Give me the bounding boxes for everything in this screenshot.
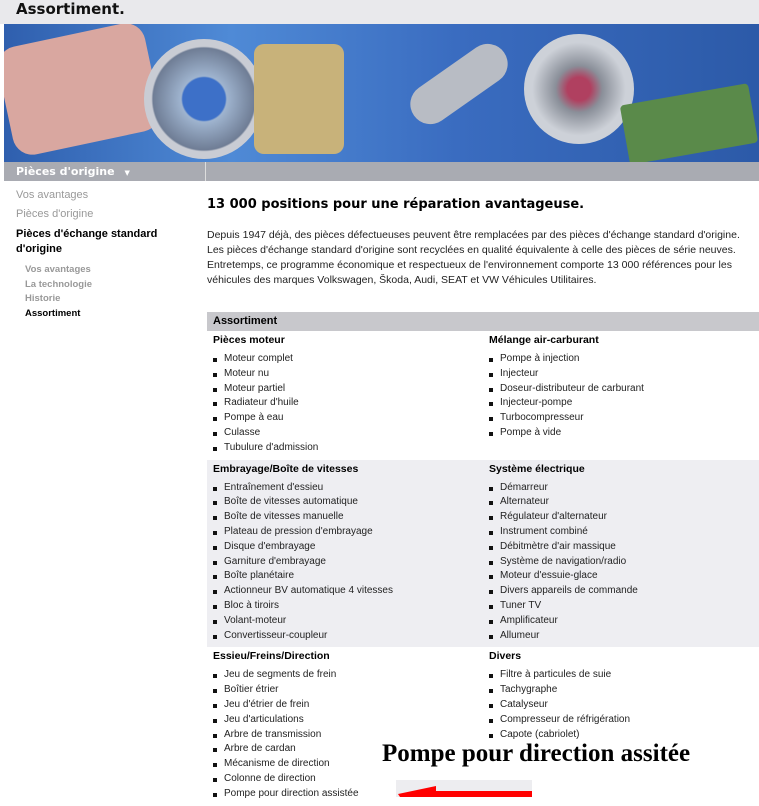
list-item: Culasse [213,426,483,441]
category-title: Pièces moteur [213,334,285,346]
list-item: Jeu d'étrier de frein [213,698,483,713]
list-item: Tubulure d'admission [213,441,483,456]
arrow-icon [396,780,532,797]
list-item: Jeu de segments de frein [213,668,483,683]
page-header [0,0,759,24]
list-item: Moteur complet [213,352,483,367]
subitem-historie[interactable]: Historie [25,293,61,304]
category-row [207,460,759,648]
list-item: Turbocompresseur [489,411,759,426]
list-item: Régulateur d'alternateur [489,510,759,525]
category-title: Embrayage/Boîte de vitesses [213,462,359,475]
list-item: Pompe à injection [489,352,759,367]
list-item: Mécanisme de direction [213,757,483,772]
list-item: Tuner TV [489,599,759,614]
list-item: Actionneur BV automatique 4 vitesses [213,584,483,599]
list-item: Arbre de cardan [213,742,483,757]
list-item: Système de navigation/radio [489,555,759,570]
category [207,650,483,801]
list-item: Débitmètre d'air massique [489,540,759,555]
chevron-down-icon: ▼ [124,169,130,177]
list-item: Boîtier étrier [213,683,483,698]
list-item: Injecteur [489,367,759,382]
sidebar-item-echange-standard[interactable]: Pièces d'échange standard d'origine [16,228,158,255]
category [207,334,483,456]
annotation-label: Pompe pour direction assitée [382,740,691,767]
list-item: Moteur d'essuie-glace [489,569,759,584]
nav-bar [4,162,759,181]
intro-text: Depuis 1947 déjà, des pièces défectueuses peuvent être remplacées par des pièces d'échange standard d'origine. Les pièces d'échange standard d'origine sont recyclées en qualité équivalente à celle des pièces de série neuves. Entretemps, ce programme économique et respectueux de l'environnement comporte 13 000 références pour les véhicules des marques Volkswagen, Škoda, Audi, SEAT et VW Véhicules Utilitaires. [207,229,740,286]
list-item: Arbre de transmission [213,728,483,743]
category-row [207,331,759,460]
list-item: Pompe à vide [489,426,759,441]
assortiment-table [207,312,759,806]
main-heading: 13 000 positions pour une réparation avantageuse. [207,197,585,212]
sidebar-item-vos-avantages[interactable]: Vos avantages [16,189,89,201]
category-title: Mélange air-carburant [489,334,599,346]
list-item: Convertisseur-coupleur [213,629,483,644]
list-item: Doseur-distributeur de carburant [489,382,759,397]
category-title: Divers [489,650,522,663]
list-item: Entraînement d'essieu [213,481,483,496]
list-item: Disque d'embrayage [213,540,483,555]
list-item: Colonne de direction [213,772,483,787]
list-item: Plateau de pression d'embrayage [213,525,483,540]
list-item: Moteur partiel [213,382,483,397]
list-item: Boîte planétaire [213,569,483,584]
sidebar-item-pieces-origine[interactable]: Pièces d'origine [16,208,94,220]
list-item: Compresseur de réfrigération [489,713,759,728]
list-item: Tachygraphe [489,683,759,698]
sidebar [16,189,191,321]
list-item: Injecteur-pompe [489,396,759,411]
list-item: Amplificateur [489,614,759,629]
nav-label: Pièces d'origine [16,165,115,178]
list-item: Pompe à eau [213,411,483,426]
nav-dropdown[interactable] [4,162,206,181]
list-item: Capote (cabriolet) [489,728,759,743]
annotation-arrow [396,780,532,797]
category [483,650,759,801]
list-item: Catalyseur [489,698,759,713]
list-item: Allumeur [489,629,759,644]
banner-image [4,24,759,162]
list-item: Boîte de vitesses automatique [213,495,483,510]
list-item: Jeu d'articulations [213,713,483,728]
list-item: Pompe pour direction assistée [213,787,483,802]
list-item: Volant-moteur [213,614,483,629]
list-item: Boîte de vitesses manuelle [213,510,483,525]
main-content [207,197,759,806]
list-item: Filtre à particules de suie [489,668,759,683]
category-title: Système électrique [489,462,585,475]
list-item: Démarreur [489,481,759,496]
list-item: Instrument combiné [489,525,759,540]
category [483,463,759,644]
subitem-vos-avantages[interactable]: Vos avantages [25,264,91,275]
page-title: Assortiment. [16,0,125,18]
category [207,463,483,644]
list-item: Radiateur d'huile [213,396,483,411]
assortiment-header: Assortiment [207,312,759,331]
list-item: Garniture d'embrayage [213,555,483,570]
list-item: Divers appareils de commande [489,584,759,599]
subitem-assortiment[interactable]: Assortiment [25,307,81,319]
list-item: Bloc à tiroirs [213,599,483,614]
list-item: Alternateur [489,495,759,510]
category-title: Essieu/Freins/Direction [213,650,330,663]
category [483,334,759,456]
subitem-technologie[interactable]: La technologie [25,278,93,290]
list-item: Moteur nu [213,367,483,382]
